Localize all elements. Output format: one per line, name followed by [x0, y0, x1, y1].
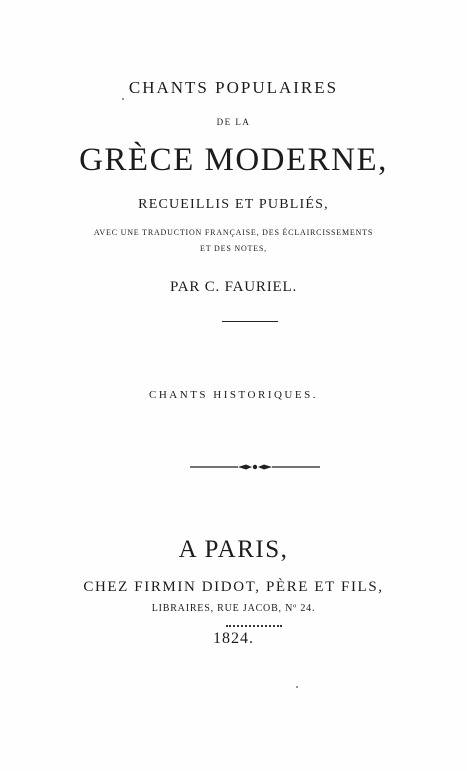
dotted-rule-divider [226, 625, 282, 629]
ornamental-rule-divider [190, 461, 320, 473]
place-of-publication: A PARIS, [178, 536, 289, 563]
publisher-address: LIBRAIRES, RUE JACOB, Nº 24. [151, 603, 316, 614]
subtitle-notes: ET DES NOTES, [200, 244, 267, 253]
author-line: PAR C. FAURIEL. [169, 279, 298, 295]
title-line-chants-populaires: CHANTS POPULAIRES [128, 78, 339, 97]
title-line-de-la: DE LA [216, 117, 251, 127]
publication-year: 1824. [213, 630, 254, 647]
main-title: GRÈCE MODERNE, [79, 142, 388, 178]
ink-speck [296, 686, 298, 688]
ink-speck [122, 98, 124, 100]
section-title: CHANTS HISTORIQUES. [149, 389, 318, 401]
publisher-line: CHEZ FIRMIN DIDOT, PÈRE ET FILS, [83, 579, 384, 595]
short-rule-divider [222, 321, 278, 322]
subtitle-traduction: AVEC UNE TRADUCTION FRANÇAISE, DES ÉCLAIRCISSEMENTS [93, 228, 374, 237]
subtitle-recueillis: RECUEILLIS ET PUBLIÉS, [138, 197, 329, 212]
